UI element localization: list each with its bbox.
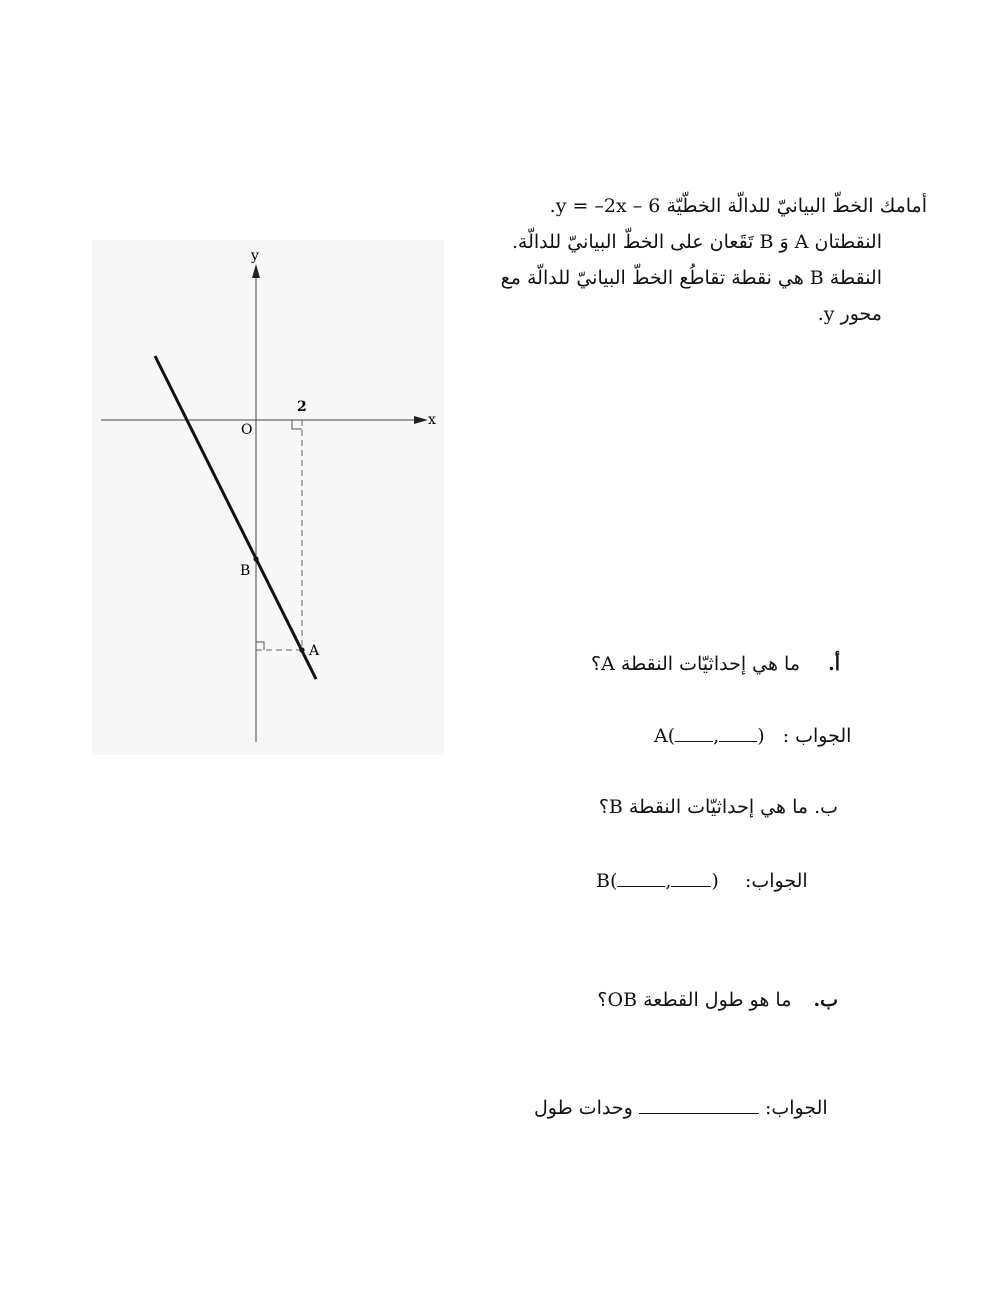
question-b-text: ب. ما هي إحداثيّات النقطة B؟ xyxy=(598,796,838,818)
intro-line-1: أمامك الخطّ البيانيّ للدالّة الخطّيّة y = –2x – 6. xyxy=(549,195,927,217)
answer-b-row xyxy=(596,864,808,898)
answer-a-open: A( xyxy=(654,725,676,747)
function-line xyxy=(155,356,316,679)
answer-a-comma: , xyxy=(713,725,720,747)
point-a-dot xyxy=(299,647,304,652)
answer-c-row xyxy=(534,1091,828,1125)
question-c-text: ما هو طول القطعة OB؟ xyxy=(597,989,792,1011)
question-b xyxy=(599,790,838,824)
answer-a-y-blank[interactable] xyxy=(719,723,757,742)
answer-b-y-blank[interactable] xyxy=(671,868,711,887)
intro-line-2: النقطتان A وَ B تَقَعان على الخطّ البيانيّ للدالّة. xyxy=(511,231,882,253)
answer-b-close: ) xyxy=(711,870,719,892)
answer-b-comma: , xyxy=(665,870,672,892)
right-angle-marker-top xyxy=(292,420,302,429)
question-a-text: ما هي إحداثيّات النقطة A؟ xyxy=(591,653,800,675)
answer-b-x-blank[interactable] xyxy=(617,868,665,887)
answer-length-blank[interactable] xyxy=(639,1095,759,1114)
answer-b-open: B( xyxy=(596,870,618,892)
answer-a-close: ) xyxy=(757,725,765,747)
question-a-number: أ. xyxy=(828,653,840,675)
right-angle-marker-bottom xyxy=(256,642,264,650)
question-a xyxy=(591,647,840,681)
intro-line-3: النقطة B هي نقطة تقاطُع الخطّ البيانيّ للدالّة مع xyxy=(500,267,882,289)
origin-label: O xyxy=(241,422,253,438)
question-c xyxy=(597,983,838,1017)
answer-a-x-blank[interactable] xyxy=(675,723,713,742)
answer-label-3: الجواب: xyxy=(764,1097,828,1119)
question-c-number: ب. xyxy=(813,989,838,1011)
intro-line-4: محور y. xyxy=(817,303,882,325)
point-a-label: A xyxy=(309,643,320,659)
y-axis-arrow xyxy=(252,264,260,278)
answer-a-row xyxy=(654,719,851,753)
x-axis-arrow xyxy=(414,416,428,424)
answer-label-2: الجواب: xyxy=(744,870,808,892)
tick-label-2: 2 xyxy=(297,399,307,415)
answer-units: وحدات طول xyxy=(534,1097,633,1119)
x-axis-label: x xyxy=(428,412,436,428)
y-axis-label: y xyxy=(251,248,259,264)
answer-label-1: الجواب : xyxy=(782,725,852,747)
point-b-dot xyxy=(253,556,258,561)
point-b-label: B xyxy=(240,563,251,579)
